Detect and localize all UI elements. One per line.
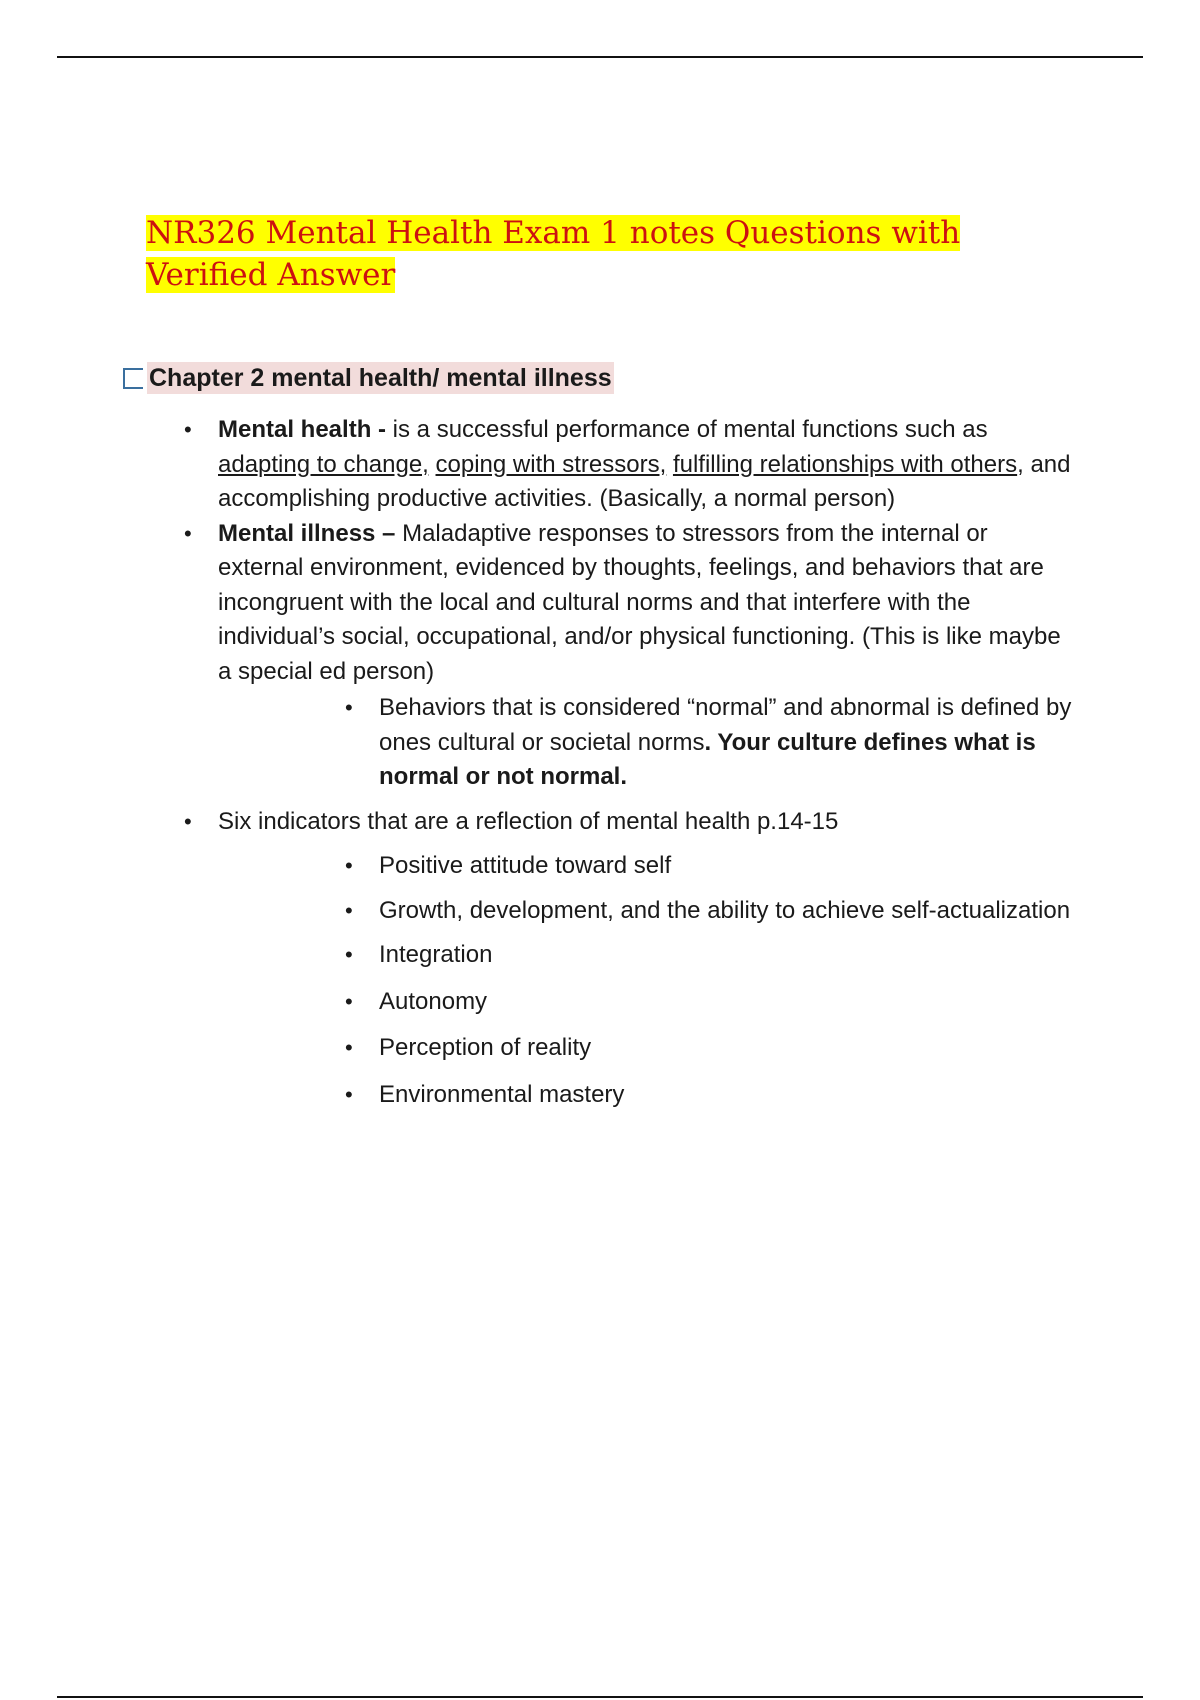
list-item-mental-health: • Mental health - is a successful performance of mental functions such as adapting to change, coping with stressors, fulfilling relationships with others, and accomplishing productive activities. (Basically, a normal person) bbox=[184, 413, 1074, 517]
document-title: NR326 Mental Health Exam 1 notes Questions with Verified Answer bbox=[146, 215, 961, 293]
footer-rule bbox=[57, 1696, 1143, 1698]
underlined-phrase: adapting to change, bbox=[218, 450, 429, 478]
underlined-phrase: fulfilling relationships with others bbox=[672, 450, 1018, 478]
header-rule bbox=[57, 56, 1143, 58]
sub-list bbox=[345, 691, 1074, 795]
chapter-heading-row bbox=[123, 362, 614, 394]
term-mental-health: Mental health - bbox=[218, 416, 387, 443]
indicator-list bbox=[345, 849, 1074, 1112]
indicator-item: • Autonomy bbox=[345, 985, 1074, 1020]
indicator-item: • Positive attitude toward self bbox=[345, 849, 1074, 884]
indicator-item: • Environmental mastery bbox=[345, 1078, 1074, 1113]
list-item-mental-illness: • Mental illness – Maladaptive responses to stressors from the internal or external environment, evidenced by thoughts, feelings, and behaviors that are incongruent with the local and cultural norms and that interfere with the individual’s social, occupational, and/or physical functioning. (This is like maybe a special ed person) • Behaviors that is considered “normal” and abnormal is defined by ones cultural or societal norms. Your culture defines what is normal or not normal. bbox=[184, 517, 1074, 795]
chapter-heading: Chapter 2 mental health/ mental illness bbox=[149, 364, 612, 392]
notes-list bbox=[184, 413, 1074, 1112]
indicator-item: • Growth, development, and the ability to achieve self-actualization bbox=[345, 894, 1074, 929]
indicator-item: • Integration bbox=[345, 938, 1074, 973]
heading-marker-icon bbox=[123, 368, 143, 389]
underlined-phrase: coping with stressors, bbox=[435, 450, 667, 478]
indicator-item: • Perception of reality bbox=[345, 1031, 1074, 1066]
list-item-six-indicators: • Six indicators that are a reflection of mental health p.14-15 • Positive attitude toward self • Growth, development, and the ability to achieve self-actualization • Integration • Autonomy • Perception of reality • Environmental mastery bbox=[184, 805, 1074, 1113]
term-mental-illness: Mental illness – bbox=[218, 519, 396, 547]
list-item-behaviors: • Behaviors that is considered “normal” and abnormal is defined by ones cultural or societal norms. Your culture defines what is normal or not normal. bbox=[345, 691, 1074, 795]
